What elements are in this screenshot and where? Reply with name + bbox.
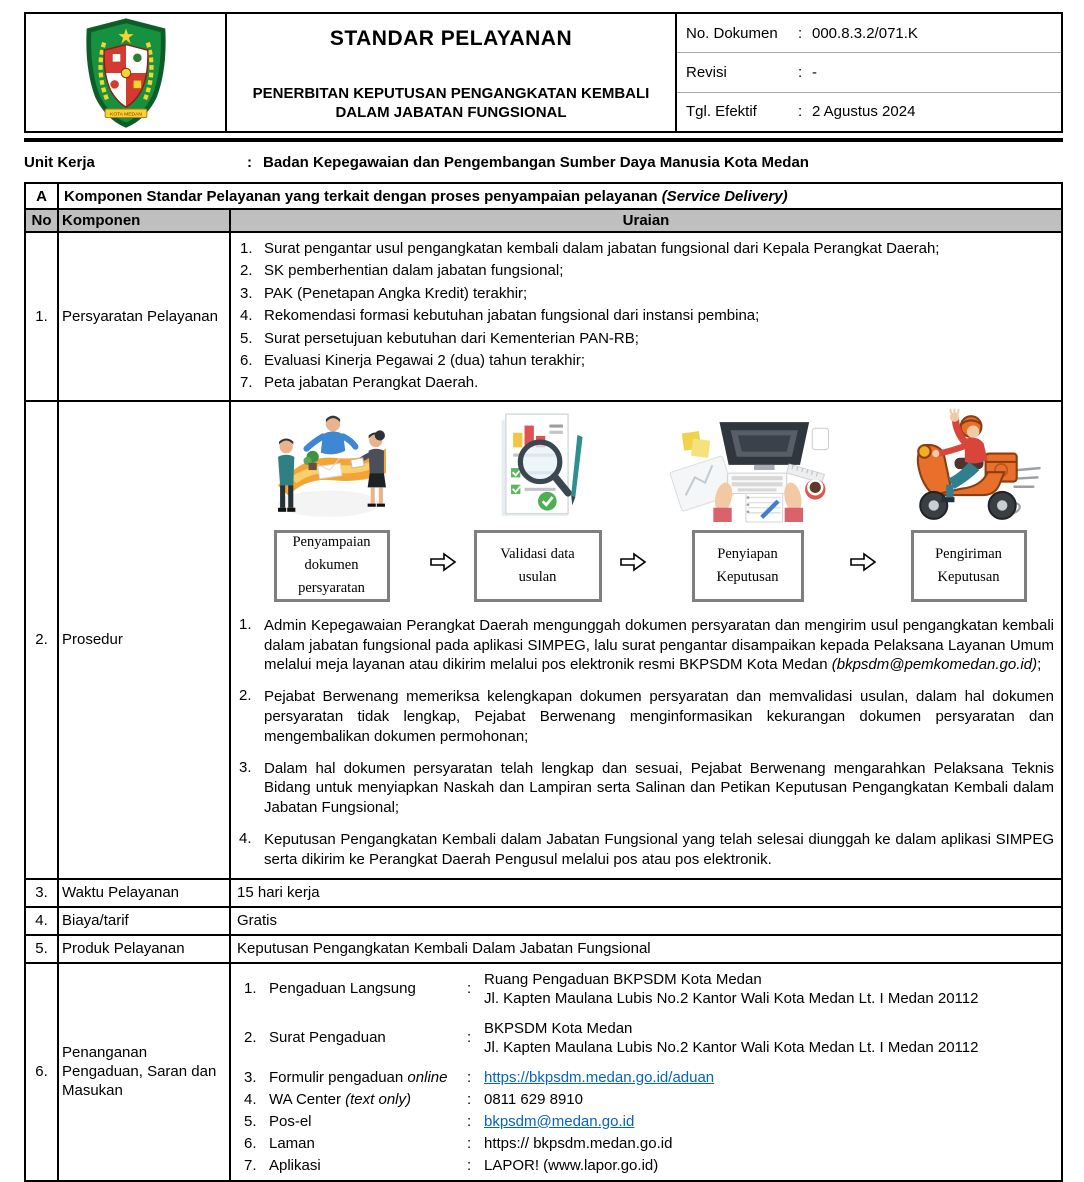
list-item: 1. Surat pengantar usul pengangkatan kembali dalam jabatan fungsional dari Kepala Perangkat Daerah; — [240, 240, 940, 257]
section-a-row — [25, 183, 1062, 209]
row-biaya: 4. Biaya/tarif Gratis — [25, 907, 1062, 935]
document-subtitle: PENERBITAN KEPUTUSAN PENGANGKATAN KEMBALI DALAM JABATAN FUNGSIONAL — [252, 85, 650, 121]
wa-center-number: 0811 629 8910 — [484, 1090, 583, 1108]
col-header-uraian: Uraian — [230, 209, 1062, 232]
procedure-flowchart — [239, 410, 1056, 602]
complaint-channel: 4. WA Center (text only) : 0811 629 8910 — [244, 1090, 1055, 1109]
complaint-channel: 1. Pengaduan Langsung : Ruang Pengaduan BKPSDM Kota Medan Jl. Kapten Maulana Lubis No.2 Kantor Wali Kota Medan Lt. I Medan 20112 — [244, 970, 979, 1007]
unit-kerja-value: Badan Kepegawaian dan Pengembangan Sumber Daya Manusia Kota Medan — [263, 153, 809, 171]
col-header-no: No — [25, 209, 58, 232]
produk-value: Keputusan Pengangkatan Kembali Dalam Jabatan Fungsional — [230, 935, 1062, 963]
col-header-komponen: Komponen — [58, 209, 230, 232]
header-divider-rule — [24, 138, 1063, 142]
email-link[interactable]: bkpsdm@medan.go.id — [484, 1112, 635, 1130]
flow-step-3 — [664, 410, 832, 602]
procedure-step-text: 2. Pejabat Berwenang memeriksa kelengkapan dokumen persyaratan dan memvalidasi usulan, dalam hal dokumen persyaratan tidak lengkap, Pejabat Berwenang menginformasikan kekurangan dokumen persyaratan dan mengembalikan dokumen permohonan; — [239, 687, 1054, 745]
row-waktu: 3. Waktu Pelayanan 15 hari kerja — [25, 879, 1062, 907]
svg-text:KOTA MEDAN: KOTA MEDAN — [109, 112, 142, 118]
komponen-persyaratan: Persyaratan Pelayanan — [58, 232, 230, 401]
unit-kerja-line: Unit Kerja : Badan Kepegawaian dan Pengembangan Sumber Daya Manusia Kota Medan — [24, 153, 809, 171]
table-header-row — [25, 209, 1062, 232]
doc-number-value: 000.8.3.2/071.K — [812, 24, 918, 42]
flow-step-4 — [894, 410, 1044, 602]
list-item: 5. Surat persetujuan kebutuhan dari Kementerian PAN-RB; — [240, 329, 639, 347]
flow-box-penyiapan: Penyiapan Keputusan — [692, 530, 804, 602]
website-url: https:// bkpsdm.medan.go.id — [484, 1134, 673, 1152]
complaint-channel: 6. Laman : https:// bkpsdm.medan.go.id — [244, 1134, 1055, 1153]
biaya-value: Gratis — [230, 907, 1062, 935]
doc-number-label: No. Dokumen — [686, 24, 778, 42]
persyaratan-list — [230, 232, 1062, 401]
flow-step-2 — [474, 410, 602, 602]
list-item: 6. Evaluasi Kinerja Pegawai 2 (dua) tahun terakhir; — [240, 352, 586, 370]
komponen-pengaduan: Penanganan Pengaduan, Saran dan Masukan — [58, 963, 230, 1181]
flow-box-pengiriman: Pengiriman Keputusan — [911, 530, 1027, 602]
revision-value: - — [812, 63, 817, 81]
komponen-waktu: Waktu Pelayanan — [58, 879, 230, 907]
doc-info-cell — [677, 14, 1061, 131]
title-cell — [227, 14, 677, 131]
flow-box-penyampaian: Penyampaian dokumen persyaratan — [274, 530, 390, 602]
flow-arrow-icon — [618, 550, 648, 578]
document-check-illustration — [479, 410, 597, 522]
complaint-form-link[interactable]: https://bkpsdm.medan.go.id/aduan — [484, 1068, 715, 1086]
procedure-step-text: 3. Dalam hal dokumen persyaratan telah lengkap dan sesuai, Pejabat Berwenang mengarahkan Pelaksana Teknis Bidang untuk menyiapkan Naskah dan Lampiran serta Salinan dan Petikan Keputusan Pengangkatan Kembali dalam Jabatan Fungsional; — [239, 758, 1054, 817]
flow-box-validasi: Validasi data usulan — [474, 530, 602, 602]
delivery-scooter-illustration — [894, 410, 1044, 522]
row-produk: 5. Produk Pelayanan Keputusan Pengangkatan Kembali Dalam Jabatan Fungsional — [25, 935, 1062, 963]
row-pengaduan: 6. Penanganan Pengaduan, Saran dan Masukan 1. Pengaduan Langsung : Ruang Pengaduan BKPSDM Kota Medan Jl. Kapten Maulana Lubis No.2 Kantor Wali Kota Medan Lt. I Medan 20112 2. Surat Pengaduan : BKPSDM Kota Medan Jl. Kapten Maulana Lubis No.2 Kantor Wali Kota Medan Lt. I Medan 20112 3. Formulir pengaduan online : https://bkpsdm.medan.go.id/aduan 4. WA Center (text only) : 0811 629 8910 5. Pos-el : bkpsdm@medan.go.id 6. Laman : https:// bkpsdm.medan.go.id 7. Aplikasi : LAPOR! (www.lapor.go.id) — [25, 963, 1062, 1181]
row-prosedur: 2. Prosedur Penyampaian dokumen persyaratan Validasi data usulan Penyiapan Keputusan Pengiriman Keputusan 1. Admin Kepegawaian Perangkat Daerah mengunggah dokumen persyaratan dan mengirim usul pengangkatan kembali dalam jabatan fungsional pada aplikasi SIMPEG, lalu surat pengantar disampaikan kepada Pelaksana Layanan Umum melalui meja layanan atau dikirim melalui pos elektronik resmi BKPSDM Kota Medan (bkpsdm@pemkomedan.go.id); 2. Pejabat Berwenang memeriksa kelengkapan dokumen persyaratan dan memvalidasi usulan, dalam hal dokumen persyaratan tidak lengkap, Pejabat Berwenang menginformasikan kekurangan dokumen persyaratan dan mengembalikan dokumen permohonan; 3. Dalam hal dokumen persyaratan telah lengkap dan sesuai, Pejabat Berwenang mengarahkan Pelaksana Teknis Bidang untuk menyiapkan Naskah dan Lampiran serta Salinan dan Petikan Keputusan Pengangkatan Kembali dalam Jabatan Fungsional; 4. Keputusan Pengangkatan Kembali dalam Jabatan Fungsional yang telah selesai diunggah ke dalam aplikasi SIMPEG serta dikirim ke Perangkat Daerah Pengusul melalui pos atau pos elektronik. — [25, 401, 1062, 879]
service-counter-illustration — [252, 410, 412, 522]
logo-cell — [26, 14, 227, 131]
revision-label: Revisi — [686, 63, 727, 81]
row-persyaratan: 1. Persyaratan Pelayanan 1. Surat pengantar usul pengangkatan kembali dalam jabatan fungsional dari Kepala Perangkat Daerah; 2. SK pemberhentian dalam jabatan fungsional; 3. PAK (Penetapan Angka Kredit) terakhir; 4. Rekomendasi formasi kebutuhan jabatan fungsional dari instansi pembina; 5. Surat persetujuan kebutuhan dari Kementerian PAN-RB; 6. Evaluasi Kinerja Pegawai 2 (dua) tahun terakhir; 7. Peta jabatan Perangkat Daerah. — [25, 232, 1062, 401]
unit-kerja-label: Unit Kerja — [24, 153, 95, 171]
komponen-biaya: Biaya/tarif — [58, 907, 230, 935]
revision-row: Revisi : - — [677, 52, 1061, 91]
procedure-step-text: 4. Keputusan Pengangkatan Kembali dalam Jabatan Fungsional yang telah selesai diunggah ke dalam aplikasi SIMPEG serta dikirim ke Perangkat Daerah Pengusul melalui pos atau pos elektronik. — [239, 830, 1054, 868]
service-standard-table — [24, 182, 1063, 1182]
waktu-value: 15 hari kerja — [230, 879, 1062, 907]
section-a-title: Komponen Standar Pelayanan yang terkait dengan proses penyampaian pelayanan (Service Delivery) — [58, 183, 1062, 209]
flow-step-1 — [252, 410, 412, 602]
complaint-channel: 7. Aplikasi : LAPOR! (www.lapor.go.id) — [244, 1156, 1055, 1175]
doc-number-row: No. Dokumen : 000.8.3.2/071.K — [686, 24, 918, 42]
list-item: 3. PAK (Penetapan Angka Kredit) terakhir; — [240, 284, 528, 302]
complaint-channel: 5. Pos-el : bkpsdm@medan.go.id — [244, 1112, 635, 1130]
complaint-channel: 2. Surat Pengaduan : BKPSDM Kota Medan Jl. Kapten Maulana Lubis No.2 Kantor Wali Kota Medan Lt. I Medan 20112 — [244, 1019, 979, 1056]
document-title: STANDAR PELAYANAN — [329, 27, 573, 50]
kota-medan-emblem-icon — [78, 18, 174, 128]
effective-date-row: Tgl. Efektif : 2 Agustus 2024 — [677, 92, 1061, 131]
document-header — [24, 12, 1063, 133]
flow-arrow-icon — [428, 550, 458, 578]
procedure-step-text: 1. Admin Kepegawaian Perangkat Daerah mengunggah dokumen persyaratan dan mengirim usul pengangkatan kembali dalam jabatan fungsional pada aplikasi SIMPEG, lalu surat pengantar disampaikan kepada Pelaksana Layanan Umum melalui meja layanan atau dikirim melalui pos elektronik resmi BKPSDM Kota Medan (bkpsdm@pemkomedan.go.id); — [239, 615, 1054, 674]
complaint-channel: 3. Formulir pengaduan online : https://bkpsdm.medan.go.id/aduan — [244, 1068, 715, 1086]
effective-date-label: Tgl. Efektif — [686, 103, 757, 121]
effective-date-value: 2 Agustus 2024 — [812, 103, 916, 121]
section-a-code: A — [25, 183, 58, 209]
komponen-prosedur: Prosedur — [58, 401, 230, 879]
lapor-app: LAPOR! (www.lapor.go.id) — [484, 1156, 659, 1174]
desk-work-illustration — [664, 410, 832, 522]
list-item: 4. Rekomendasi formasi kebutuhan jabatan fungsional dari instansi pembina; — [240, 307, 760, 325]
prosedur-cell — [230, 401, 1062, 879]
list-item: 2. SK pemberhentian dalam jabatan fungsional; — [240, 262, 564, 280]
list-item: 7. Peta jabatan Perangkat Daerah. — [240, 374, 479, 392]
komponen-produk: Produk Pelayanan — [58, 935, 230, 963]
pengaduan-list — [230, 963, 1062, 1181]
flow-arrow-icon — [848, 550, 878, 578]
